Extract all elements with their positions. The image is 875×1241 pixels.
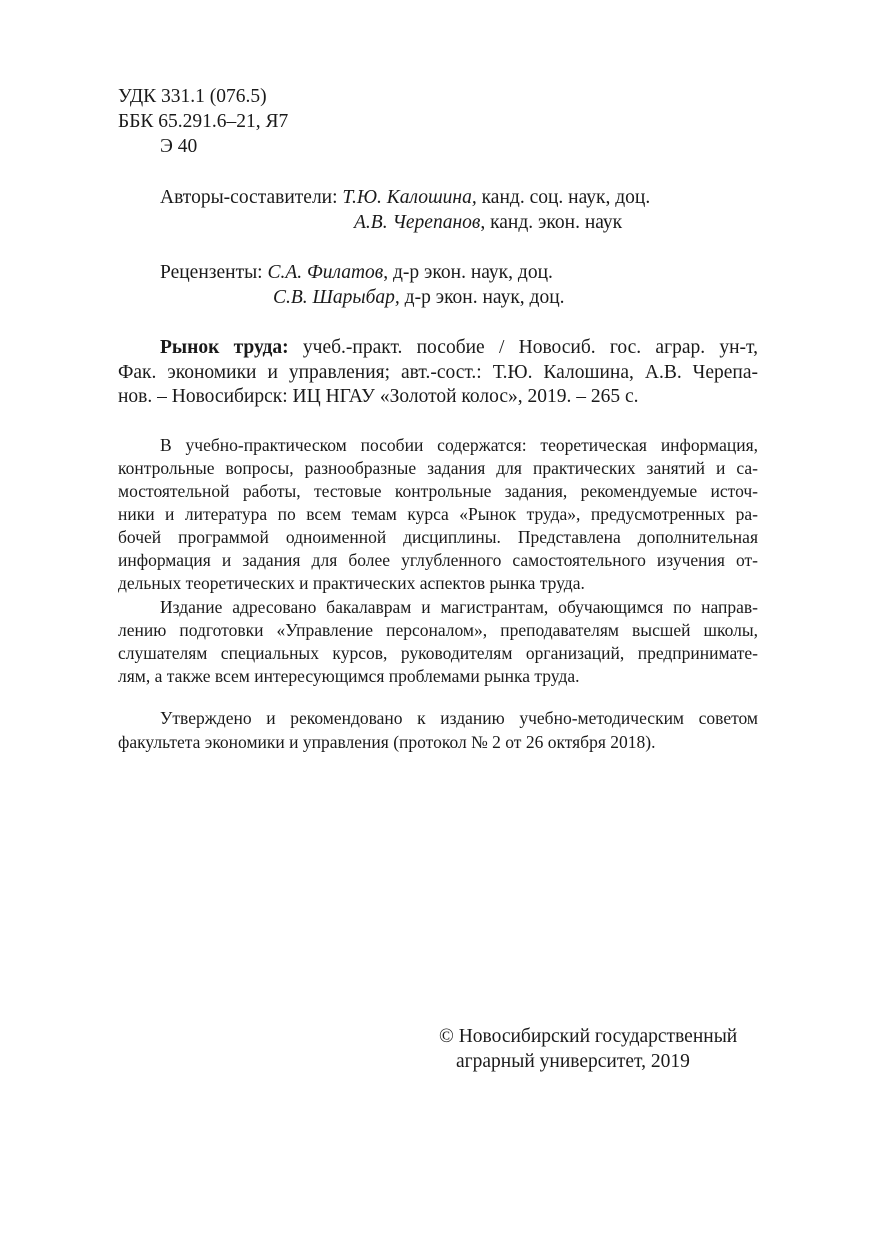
abstract-2-line: лению подготовки «Управление персоналом», преподавателям высшей школы, — [118, 620, 758, 640]
bib-line-2: Фак. экономики и управления; авт.-сост.: Т.Ю. Калошина, А.В. Черепа- — [118, 362, 758, 383]
author-1-degree: канд. соц. наук, доц. — [476, 187, 651, 208]
approval-line: факультета экономики и управления (протокол № 2 от 26 октября 2018). — [118, 732, 656, 752]
author-2-degree: , канд. экон. наук — [480, 212, 623, 233]
reviewer-2-degree: д-р экон. наук, доц. — [399, 287, 565, 308]
approval-line: Утверждено и рекомендовано к изданию учебно-методическим советом — [160, 708, 758, 728]
author-sign: Э 40 — [160, 136, 198, 157]
reviewer-2-name: С.В. Шарыбар, — [273, 287, 400, 308]
reviewer-1-degree: , д-р экон. наук, доц. — [383, 262, 553, 283]
bib-line-3: нов. – Новосибирск: ИЦ НГАУ «Золотой колос», 2019. – 265 с. — [118, 386, 639, 407]
abstract-2-line: Издание адресовано бакалаврам и магистрантам, обучающимся по направ- — [160, 597, 758, 617]
abstract-1-line: контрольные вопросы, разнообразные задания для практических занятий и са- — [118, 458, 758, 478]
abstract-2-line: лям, а также всем интересующимся проблемами рынка труда. — [118, 666, 580, 686]
bbk-code: ББК 65.291.6–21, Я7 — [118, 111, 289, 132]
abstract-2-line: слушателям специальных курсов, руководителям организаций, предпринимате- — [118, 643, 758, 663]
authors-line-2 — [354, 211, 622, 235]
abstract-1-line: ники и литература по всем темам курса «Рынок труда», предусмотренных ра- — [118, 504, 758, 524]
abstract-1-line: мостоятельной работы, тестовые контрольные задания, рекомендуемые источ- — [118, 481, 758, 501]
reviewers-line-2 — [273, 286, 565, 310]
copyright-line-2: аграрный университет, 2019 — [456, 1051, 690, 1072]
copyright-line-1: © Новосибирский государственный — [439, 1026, 738, 1047]
abstract-1-line: В учебно-практическом пособии содержатся: теоретическая информация, — [160, 435, 758, 455]
authors-line-1 — [160, 186, 650, 210]
reviewer-1-name: С.А. Филатов — [267, 262, 384, 283]
udk-code: УДК 331.1 (076.5) — [118, 86, 267, 107]
reviewers-line-1 — [160, 261, 553, 285]
reviewers-label: Рецензенты: — [160, 262, 268, 283]
book-title: Рынок труда: — [160, 337, 289, 358]
abstract-1-line: бочей программой одноименной дисциплины. Представлена дополнительная — [118, 527, 758, 547]
author-2-name: А.В. Черепанов — [354, 212, 481, 233]
abstract-1-line: информация и задания для более углубленного самостоятельного изучения от- — [118, 550, 758, 570]
bib-line-1: Рынок труда: учеб.-практ. пособие / Новосиб. гос. аграр. ун-т, — [160, 337, 758, 358]
authors-label: Авторы-составители: — [160, 187, 343, 208]
author-1-name: Т.Ю. Калошина, — [342, 187, 477, 208]
abstract-1-line: дельных теоретических и практических аспектов рынка труда. — [118, 573, 585, 593]
